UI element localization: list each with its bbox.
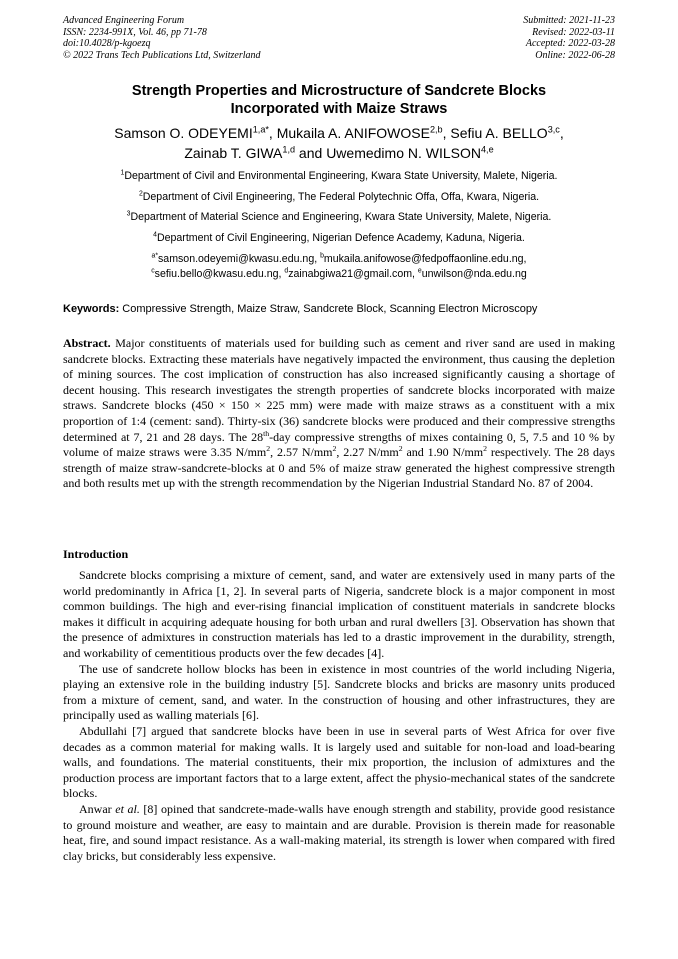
unit-exponent: 2 — [332, 444, 337, 454]
unit-exponent: 2 — [398, 444, 403, 454]
affiliation-list — [40, 166, 638, 248]
author-list — [63, 123, 615, 163]
affiliation-text: Department of Civil Engineering, The Federal Polytechnic Offa, Offa, Kwara, Nigeria. — [142, 190, 540, 203]
email-line — [40, 267, 638, 282]
affiliation-text: Department of Civil and Environmental Engineering, Kwara State University, Malete, Nigeria. — [124, 170, 558, 182]
abstract-text: , 2.27 N/mm — [336, 445, 399, 460]
author-affiliation-mark: 1,d — [282, 144, 296, 155]
introduction-body — [63, 568, 615, 864]
body-paragraph: Abdullahi [7] argued that sandcrete blocks have been in use in several parts of West Africa for over five decades as a common material for making walls. It is largely used and suitable for non-load and load-bearing walls, and foundations. The material constituents, their mix proportion, the inclusion of admixtures and the production process are important factors that to a large extent, affect the physio-mechanical states of the sandcrete blocks. — [63, 723, 615, 801]
journal-copyright: © 2022 Trans Tech Publications Ltd, Switzerland — [63, 49, 261, 61]
author-name: Uwemedimo N. WILSON — [326, 145, 481, 161]
abstract — [63, 336, 615, 492]
affiliation-mark: 3 — [126, 210, 131, 218]
author-affiliation-mark: 2,b — [429, 124, 443, 135]
author-name: Mukaila A. ANIFOWOSE — [276, 125, 430, 141]
affiliation — [40, 187, 638, 208]
abstract-paragraph — [63, 336, 615, 492]
email-mark: e — [417, 267, 422, 275]
email-mark: d — [284, 267, 289, 275]
body-paragraph: The use of sandcrete hollow blocks has been in existence in most countries of the world including Nigeria, playing an extensive role in the building industry [5]. Sandcrete blocks and bricks are masonry units produced from a mixture of cement, sand, and water. In the construction of housing and other infrastructures, they are principally used as walling materials [6]. — [63, 661, 615, 723]
affiliation-text: Department of Civil Engineering, Nigerian Defence Academy, Kaduna, Nigeria. — [156, 231, 525, 244]
date-submitted: Submitted: 2021-11-23 — [523, 15, 615, 26]
author-line — [63, 123, 615, 143]
body-paragraph — [63, 802, 615, 864]
affiliation-mark: 4 — [153, 230, 157, 238]
author-affiliation-mark: 3,c — [547, 124, 560, 135]
author-separator: and — [295, 145, 327, 161]
email-address[interactable]: unwilson@nda.edu.ng — [421, 268, 527, 280]
journal-name: Advanced Engineering Forum — [63, 15, 185, 26]
date-revised: Revised: 2022-03-11 — [532, 26, 615, 38]
author-name: Samson O. ODEYEMI — [114, 125, 253, 141]
unit-exponent: 2 — [266, 444, 271, 454]
section-heading-introduction: Introduction — [63, 547, 129, 561]
email-address[interactable]: zainabgiwa21@gmail.com, — [288, 268, 418, 280]
author-separator: , — [559, 125, 564, 141]
affiliation — [40, 166, 638, 187]
author-name: Zainab T. GIWA — [184, 145, 283, 161]
affiliation — [40, 207, 638, 228]
author-affiliation-mark: 1,a* — [252, 124, 269, 135]
abstract-text: , 2.57 N/mm — [270, 445, 333, 460]
paper-title-line: Incorporated with Maize Straws — [230, 101, 448, 117]
date-online: Online: 2022-06-28 — [535, 49, 615, 61]
date-accepted: Accepted: 2022-03-28 — [525, 38, 615, 49]
ordinal-suffix: th — [263, 428, 270, 438]
unit-exponent: 2 — [483, 444, 488, 454]
keywords — [63, 302, 623, 316]
body-text: [8] opined that sandcrete-made-walls have enough strength and stability, provide good resistance to ground moisture and weather, are easy to maintain and are durable. Provision is therein made for reasonable heat, fire, and sound impact resistance. As a wall-making material, its strength is lower when compared with fired clay bricks, but considerably less expensive. — [63, 801, 616, 863]
email-address[interactable]: samson.odeyemi@kwasu.edu.ng, — [158, 253, 321, 265]
email-address[interactable]: mukaila.anifowose@fedpoffaonline.edu.ng, — [323, 253, 527, 265]
body-text: Anwar — [79, 801, 116, 816]
submission-dates — [523, 15, 615, 61]
journal-issn: ISSN: 2234-991X, Vol. 46, pp 71-78 — [63, 26, 207, 38]
email-mark: c — [151, 267, 155, 275]
author-separator: , — [268, 125, 277, 141]
email-line — [40, 252, 638, 267]
email-address[interactable]: sefiu.bello@kwasu.edu.ng, — [154, 268, 285, 280]
affiliation-mark: 2 — [138, 189, 143, 197]
abstract-text: and 1.90 N/mm — [402, 445, 484, 460]
body-paragraph: Sandcrete blocks comprising a mixture of cement, sand, and water are extensively used in many parts of the world predominantly in Africa [1, 2]. In several parts of Nigeria, sandcrete block is a major component in most common buildings. The high and ever-rising financial implication of constituent materials in sandcrete blocks makes it difficult in acquiring adequate housing for both urban and rural dwellers [3]. Observation has shown that the presence of admixtures in construction materials has led to a drastic improvement in the durability, strength, and workability of cementitious products over the few decades [4]. — [63, 568, 615, 660]
paper-title-line: Strength Properties and Microstructure of Sandcrete Blocks — [131, 83, 547, 99]
affiliation-text: Department of Material Science and Engineering, Kwara State University, Malete, Nigeria. — [130, 211, 552, 223]
journal-doi[interactable]: doi:10.4028/p-kgoezq — [63, 38, 151, 49]
author-separator: , — [442, 125, 451, 141]
journal-info — [63, 15, 261, 61]
abstract-text: respectively. The 28 days strength of maize straw-sandcrete-blocks at 0 and 5% of maize straw generated the highest compressive strength and both results met up with the strength recommendation by the Nigerian Industrial Standard No. 87 of 2004. — [63, 445, 615, 491]
email-mark: b — [320, 252, 324, 260]
author-line — [63, 143, 615, 163]
abstract-label: Abstract. — [63, 336, 111, 350]
author-name: Sefiu A. BELLO — [450, 125, 548, 141]
email-list — [40, 252, 638, 282]
paper-title — [63, 82, 615, 118]
email-mark: a* — [151, 252, 158, 260]
body-text-italic: et al. — [115, 801, 140, 816]
keywords-label: Keywords: — [63, 303, 120, 315]
author-affiliation-mark: 4,e — [481, 144, 494, 155]
abstract-text: Major constituents of materials used for building such as cement and river sand are used in making sandcrete blocks. Extracting these materials have negatively impacted the environment, thus causing the depletion of mining sources. The cost implication of construction has also increased significantly causing a shortage of decent housing. This research investigates the strength properties of sandcrete blocks incorporated with maize straws. Sandcrete blocks (450 × 150 × 225 mm) were made with maize straws as a constituent with a mix proportion of 1:4 (cement: sand). Thirty-six (36) sandcrete blocks were produced and their compressive strengths determined at 7, 21 and 28 days. The 28 — [63, 336, 615, 444]
affiliation-mark: 1 — [120, 169, 125, 177]
abstract-text: -day compressive strengths of mixes containing 0, 5, 7.5 and 10 % by volume of maize straws were 3.35 N/mm — [63, 429, 615, 460]
keywords-text: Compressive Strength, Maize Straw, Sandcrete Block, Scanning Electron Microscopy — [119, 303, 538, 315]
affiliation — [40, 228, 638, 249]
